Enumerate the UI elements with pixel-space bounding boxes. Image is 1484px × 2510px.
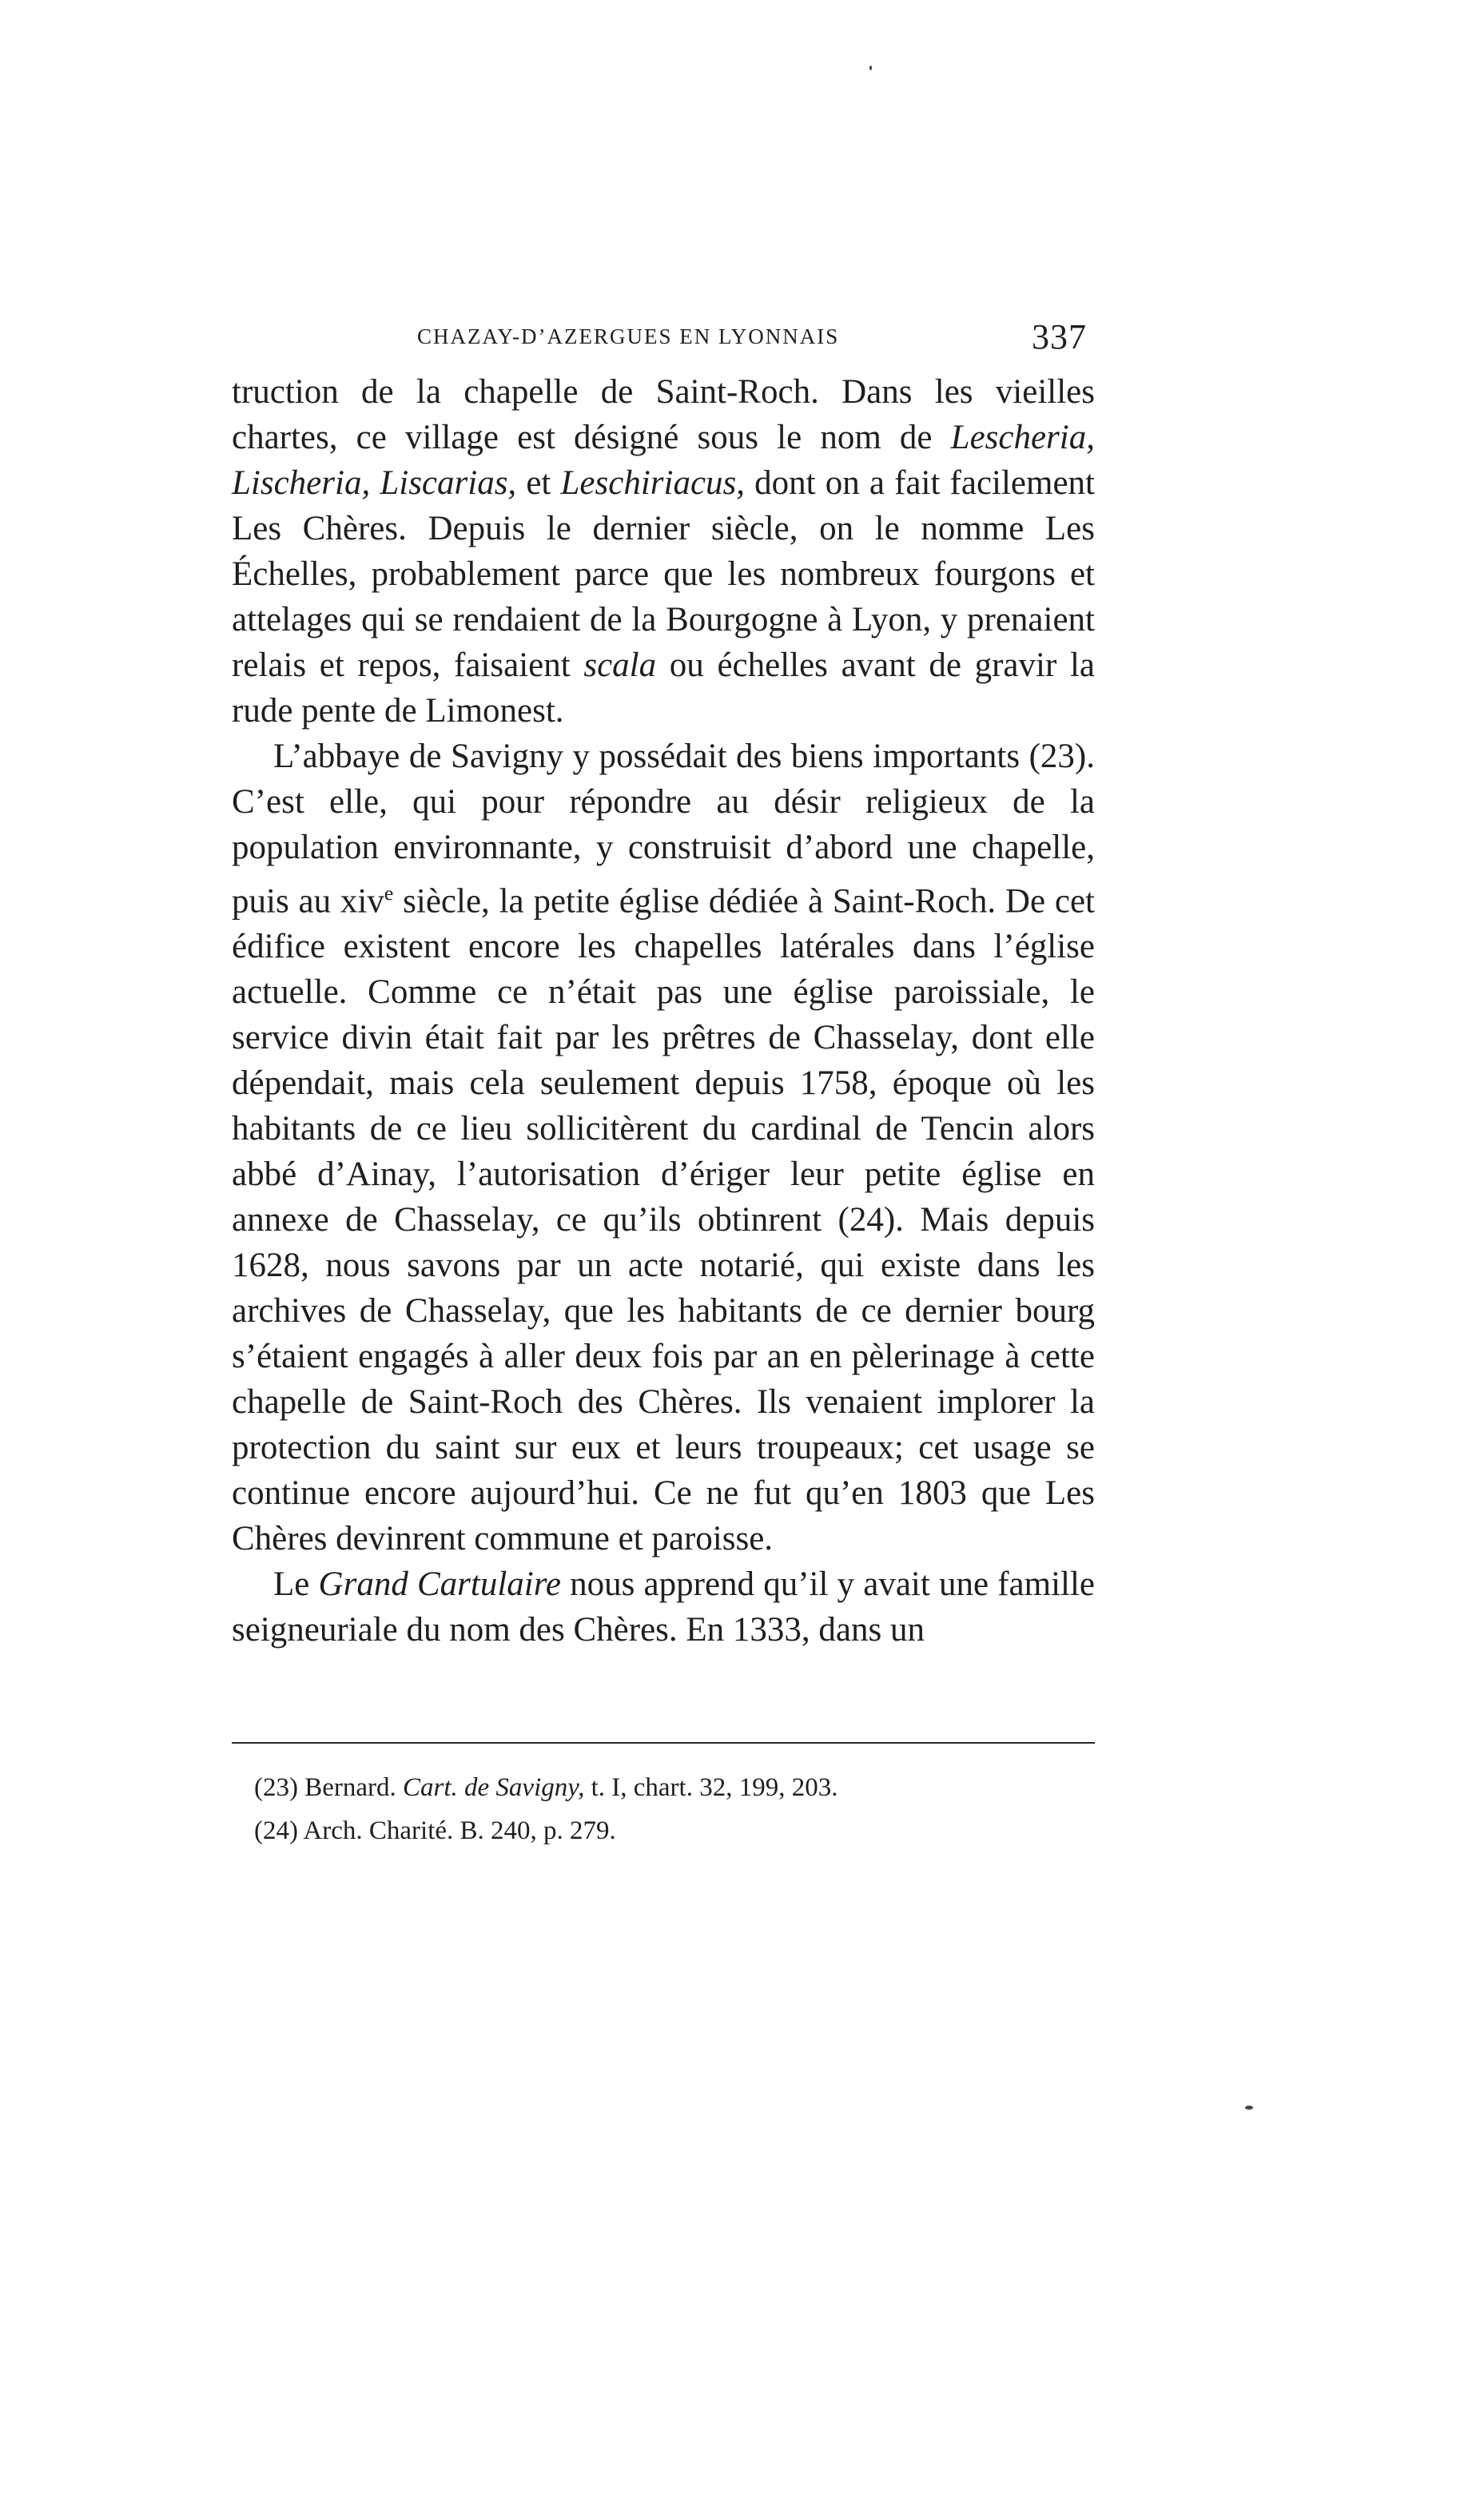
- paragraph: [232, 1561, 1095, 1653]
- footnote: [254, 1809, 1093, 1852]
- paragraph: [232, 734, 1095, 1561]
- paragraph: [232, 369, 1095, 734]
- text-run: (24) Arch. Charité. B. 240, p. 279.: [254, 1816, 616, 1845]
- footnotes: [254, 1766, 1093, 1852]
- italic-text: Leschiriacus,: [560, 464, 746, 502]
- page-number: 337: [1032, 317, 1087, 356]
- text-run: e: [384, 881, 394, 905]
- text-run: dont on a fait facilement Les Chères. Depuis le dernier siècle, on le nomme Les Échelles, probablement parce que les nombreux fourgons et attelages qui se rendaient de la Bourgogne à Lyon, y prenaient relais et repos, faisaient: [232, 464, 1095, 684]
- italic-text: Grand Cartulaire: [318, 1565, 561, 1604]
- footnote-rule: [232, 1742, 1095, 1744]
- print-speck: [1245, 2106, 1253, 2110]
- text-run: (23) Bernard.: [254, 1773, 404, 1802]
- text-run: Le: [273, 1565, 319, 1604]
- italic-text: Cart. de Savigny,: [403, 1773, 585, 1802]
- text-run: et: [516, 464, 561, 502]
- text-run: ou échelles avant de gravir la rude pente de Limonest.: [232, 646, 1095, 730]
- text-run: siècle, la petite église dédiée à Saint-Roch. De cet édifice existent encore les chapelles latérales dans l’église actuelle. Comme ce n’était pas une église paroissiale, le service divin était fait par les prêtres de Chasselay, dont elle dépendait, mais cela seulement depuis 1758, époque où les habitants de ce lieu sollicitèrent du cardinal de Tencin alors abbé d’Ainay, l’autorisation d’ériger leur petite église en annexe de Chasselay, ce qu’ils obtinrent (24). Mais depuis 1628, nous savons par un acte notarié, qui existe dans les archives de Chasselay, que les habitants de ce dernier bourg s’étaient engagés à aller deux fois par an en pèlerinage à cette chapelle de Saint-Roch des Chères. Ils venaient implorer la protection du saint sur eux et leurs troupeaux; cet usage se continue encore aujourd’hui. Ce ne fut qu’en 1803 que Les Chères devinrent commune et paroisse.: [232, 882, 1096, 1558]
- text-run: L’abbaye de Savigny y possédait des biens importants (23). C’est elle, qui pour répondre au désir religieux de la population environnante, y construisit d’abord une chapelle, puis au xiv: [232, 738, 1095, 921]
- print-speck: [869, 66, 872, 70]
- text-run: t. I, chart. 32, 199, 203.: [584, 1773, 838, 1802]
- body-text: [232, 369, 1095, 1653]
- running-head: [232, 313, 1095, 361]
- text-run: truction de la chapelle de Saint-Roch. Dans les vieilles chartes, ce village est désigné sous le nom de: [232, 373, 1095, 456]
- italic-text: Lescheria, Lischeria, Liscarias,: [232, 419, 1095, 502]
- running-title: CHAZAY-D’AZERGUES EN LYONNAIS: [417, 324, 840, 348]
- footnote: [254, 1766, 1093, 1809]
- italic-text: scala: [583, 646, 657, 684]
- text-run: nous apprend qu’il y avait une famille seigneuriale du nom des Chères. En 1333, dans un: [232, 1565, 1095, 1649]
